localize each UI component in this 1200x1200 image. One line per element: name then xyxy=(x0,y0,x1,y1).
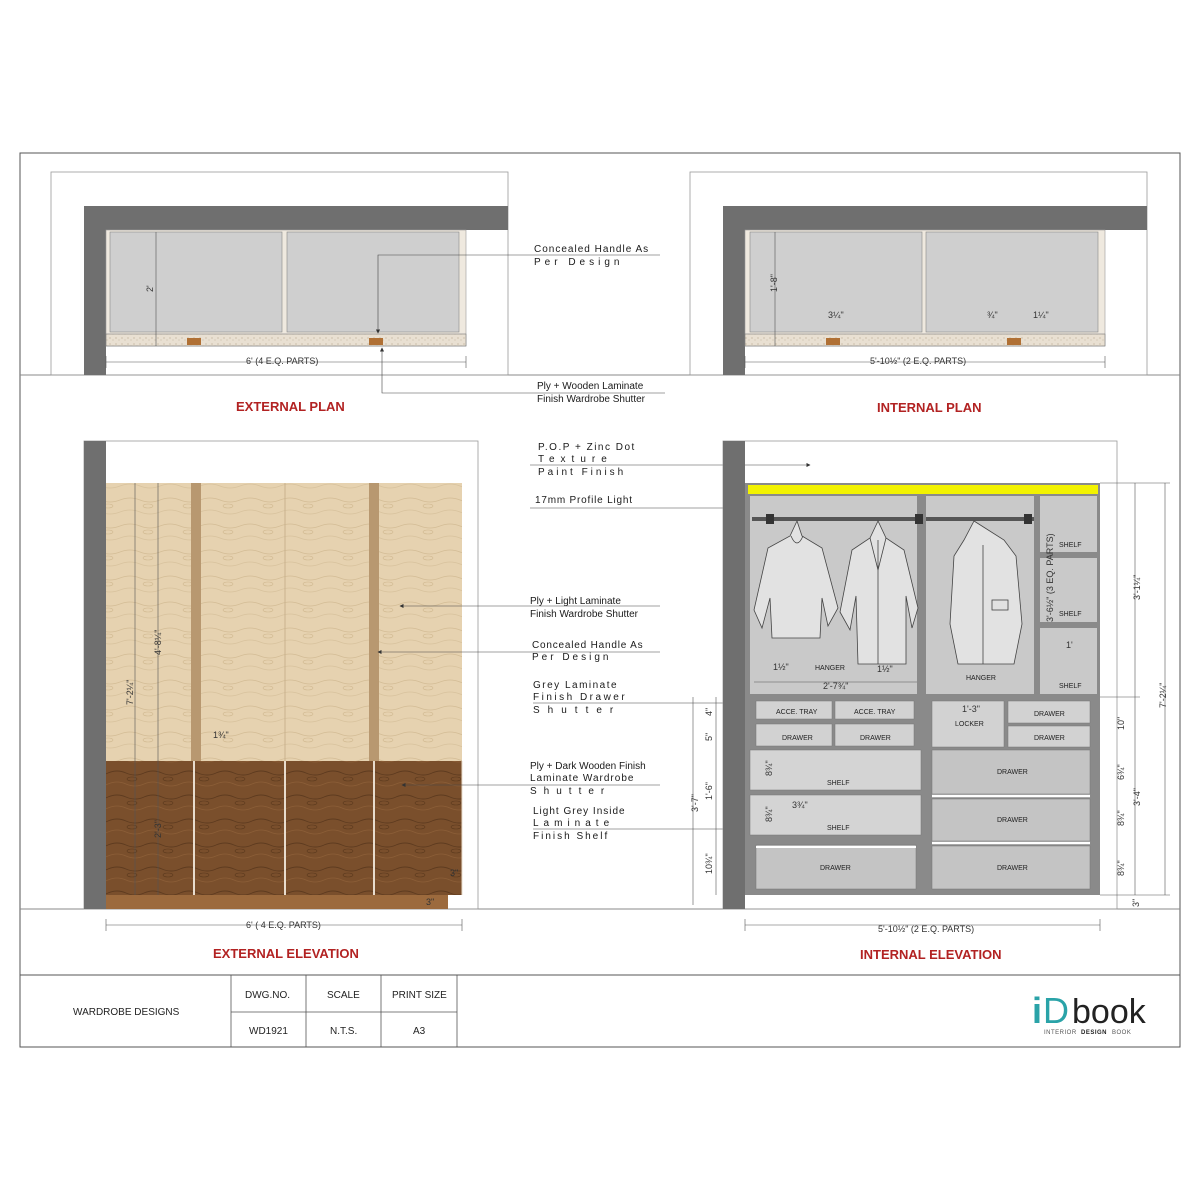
dim-int-elev-right-83b: 8¾" xyxy=(1116,860,1126,876)
label-drawer: DRAWER xyxy=(997,817,1028,824)
label-drawer: DRAWER xyxy=(997,865,1028,872)
label-hanger: HANGER xyxy=(966,675,996,682)
dim-int-elev-right-3: 3" xyxy=(1131,898,1141,907)
dim-int-elev-hanger-gap-a: 1½" xyxy=(773,662,789,672)
logo-mark-i: i xyxy=(1032,990,1043,1031)
dim-ext-elev-lower: 2'-3" xyxy=(153,820,163,838)
callout-line: Finish Wardrobe Shutter xyxy=(530,609,639,620)
internal-elevation xyxy=(690,441,1170,962)
hanger-rod xyxy=(926,517,1034,521)
callout-line: Finish Drawer xyxy=(533,692,628,703)
label-shelf: SHELF xyxy=(827,780,850,787)
dim-int-plan-depth: 1'-8" xyxy=(769,274,779,292)
title-internal-elevation: INTERNAL ELEVATION xyxy=(860,947,1002,962)
dim-int-elev-shelves-eq: 3'-6½" (3 EQ. PARTS) xyxy=(1045,533,1055,622)
label-shelf: SHELF xyxy=(1059,683,1082,690)
callout-line: Paint Finish xyxy=(538,467,627,478)
callout-line: Shutter xyxy=(533,705,622,716)
dim-int-elev-left-16: 1'-6" xyxy=(704,782,714,800)
callout-line: Laminate xyxy=(533,818,615,829)
callout-line: P.O.P + Zinc Dot xyxy=(538,442,636,453)
plinth xyxy=(106,895,448,909)
callout-line: Ply + Light Laminate xyxy=(530,596,621,607)
dim-ext-plan-depth: 2' xyxy=(145,285,155,292)
handle-icon xyxy=(369,338,383,345)
dim-int-elev-right-83a: 8¾" xyxy=(1116,810,1126,826)
callout-ply-wooden-laminate xyxy=(382,348,665,405)
scale-label: SCALE xyxy=(327,990,360,1001)
dim-int-elev-right-34: 3'-4" xyxy=(1132,788,1142,806)
dwg-no-value: WD1921 xyxy=(249,1026,288,1037)
wall-section xyxy=(723,206,745,375)
callout-line: Texture xyxy=(538,454,613,465)
handle-icon xyxy=(187,338,201,345)
wall-section xyxy=(723,441,745,909)
label-hanger: HANGER xyxy=(815,665,845,672)
dim-int-elev-left-5: 5" xyxy=(704,732,714,741)
dim-int-elev-shelf-c: 3¾" xyxy=(792,800,808,810)
wall-section xyxy=(84,206,508,230)
dim-ext-elev-gap: 1¾" xyxy=(213,730,229,740)
callout-grey-drawer xyxy=(533,680,755,716)
logo-tagline: DESIGN xyxy=(1081,1030,1108,1036)
label-acce-tray: ACCE. TRAY xyxy=(854,709,896,716)
label-drawer: DRAWER xyxy=(820,865,851,872)
concealed-handle xyxy=(369,483,379,761)
logo-word: book xyxy=(1072,993,1146,1031)
callout-line: Finish Shelf xyxy=(533,831,610,842)
callout-pop-zinc xyxy=(530,442,810,478)
dim-int-plan-handle-a: 3¼" xyxy=(828,310,844,320)
label-drawer: DRAWER xyxy=(1034,711,1065,718)
label-locker: LOCKER xyxy=(955,721,984,728)
dim-int-elev-hanger-width: 2'-7¾" xyxy=(823,681,849,691)
callout-line: Per Design xyxy=(532,652,612,663)
handle-icon xyxy=(826,338,840,345)
callout-line: Grey Laminate xyxy=(533,680,619,691)
profile-light xyxy=(748,485,1098,494)
dim-int-elev-right-63: 6¾" xyxy=(1116,764,1126,780)
wall-section xyxy=(84,206,106,375)
shutter-plan xyxy=(106,334,466,346)
dim-int-elev-locker-width: 1'-3" xyxy=(962,704,980,714)
dwg-no-label: DWG.NO. xyxy=(245,990,290,1001)
label-shelf: SHELF xyxy=(1059,542,1082,549)
callout-line: Ply + Wooden Laminate xyxy=(537,381,644,392)
dim-int-plan-width: 5'-10½" (2 E.Q. PARTS) xyxy=(870,356,967,366)
dim-int-plan-handle-b: ¾" xyxy=(987,310,998,320)
dim-int-elev-left-37: 3'-7" xyxy=(690,794,700,812)
dim-int-elev-right-10: 10" xyxy=(1116,716,1126,730)
callout-line: Concealed Handle As xyxy=(532,640,644,651)
title-external-elevation: EXTERNAL ELEVATION xyxy=(213,946,359,961)
project-title: WARDROBE DESIGNS xyxy=(73,1007,180,1018)
idbook-logo xyxy=(1032,990,1147,1036)
logo-mark-d: D xyxy=(1043,990,1069,1031)
print-size-value: A3 xyxy=(413,1026,426,1037)
callout-line: Finish Wardrobe Shutter xyxy=(537,394,646,405)
callout-line: Laminate Wardrobe xyxy=(530,773,635,784)
dim-int-elev-left-4: 4" xyxy=(704,707,714,716)
callout-line: Ply + Dark Wooden Finish xyxy=(530,761,646,772)
dim-int-elev-shelf-gap: 1' xyxy=(1066,640,1073,650)
label-drawer: DRAWER xyxy=(997,769,1028,776)
callout-line: 17mm Profile Light xyxy=(535,495,633,506)
dim-ext-elev-plinth-a: 3" xyxy=(450,868,459,878)
internal-plan xyxy=(690,172,1147,415)
callout-line: Concealed Handle As xyxy=(534,244,650,255)
logo-tagline: INTERIOR xyxy=(1044,1030,1077,1036)
concealed-handle xyxy=(191,483,201,761)
handle-icon xyxy=(1007,338,1021,345)
callout-line: Light Grey Inside xyxy=(533,806,626,817)
dim-int-elev-left-103: 10¾" xyxy=(704,853,714,874)
external-plan xyxy=(51,172,508,414)
wall-section xyxy=(84,441,106,909)
dim-int-elev-shelf-a: 8¾" xyxy=(764,760,774,776)
label-acce-tray: ACCE. TRAY xyxy=(776,709,818,716)
light-laminate-shutter xyxy=(106,483,462,761)
wall-section xyxy=(723,206,1147,230)
label-shelf: SHELF xyxy=(827,825,850,832)
dim-ext-elev-plinth-b: 3" xyxy=(426,897,435,907)
label-drawer: DRAWER xyxy=(860,735,891,742)
dim-int-elev-width: 5'-10½" (2 E.Q. PARTS) xyxy=(878,924,975,934)
title-block xyxy=(73,975,457,1047)
print-size-label: PRINT SIZE xyxy=(392,990,447,1001)
callout-line: Per Design xyxy=(534,257,624,268)
dim-int-plan-handle-c: 1¼" xyxy=(1033,310,1049,320)
external-elevation xyxy=(84,441,478,961)
dim-ext-plan-width: 6' (4 E.Q. PARTS) xyxy=(246,356,319,366)
callout-line: Shutter xyxy=(530,786,612,797)
logo-tagline: BOOK xyxy=(1112,1030,1132,1036)
dim-ext-elev-width: 6' ( 4 E.Q. PARTS) xyxy=(246,920,321,930)
scale-value: N.T.S. xyxy=(330,1026,358,1037)
title-internal-plan: INTERNAL PLAN xyxy=(877,400,982,415)
hanger-rod xyxy=(752,517,917,521)
shutter-plan xyxy=(745,334,1105,346)
dim-int-elev-shelf-b: 8¾" xyxy=(764,806,774,822)
label-shelf: SHELF xyxy=(1059,611,1082,618)
dim-ext-elev-total: 7'-2¼" xyxy=(125,679,135,705)
dim-int-elev-upper-right: 3'-1¼" xyxy=(1132,574,1142,600)
dim-int-elev-hanger-gap-b: 1½" xyxy=(877,664,893,674)
dim-ext-elev-upper: 4'-8¼" xyxy=(153,629,163,655)
label-drawer: DRAWER xyxy=(1034,735,1065,742)
title-external-plan: EXTERNAL PLAN xyxy=(236,399,345,414)
dim-int-elev-total: 7'-2¼" xyxy=(1158,682,1168,708)
label-drawer: DRAWER xyxy=(782,735,813,742)
